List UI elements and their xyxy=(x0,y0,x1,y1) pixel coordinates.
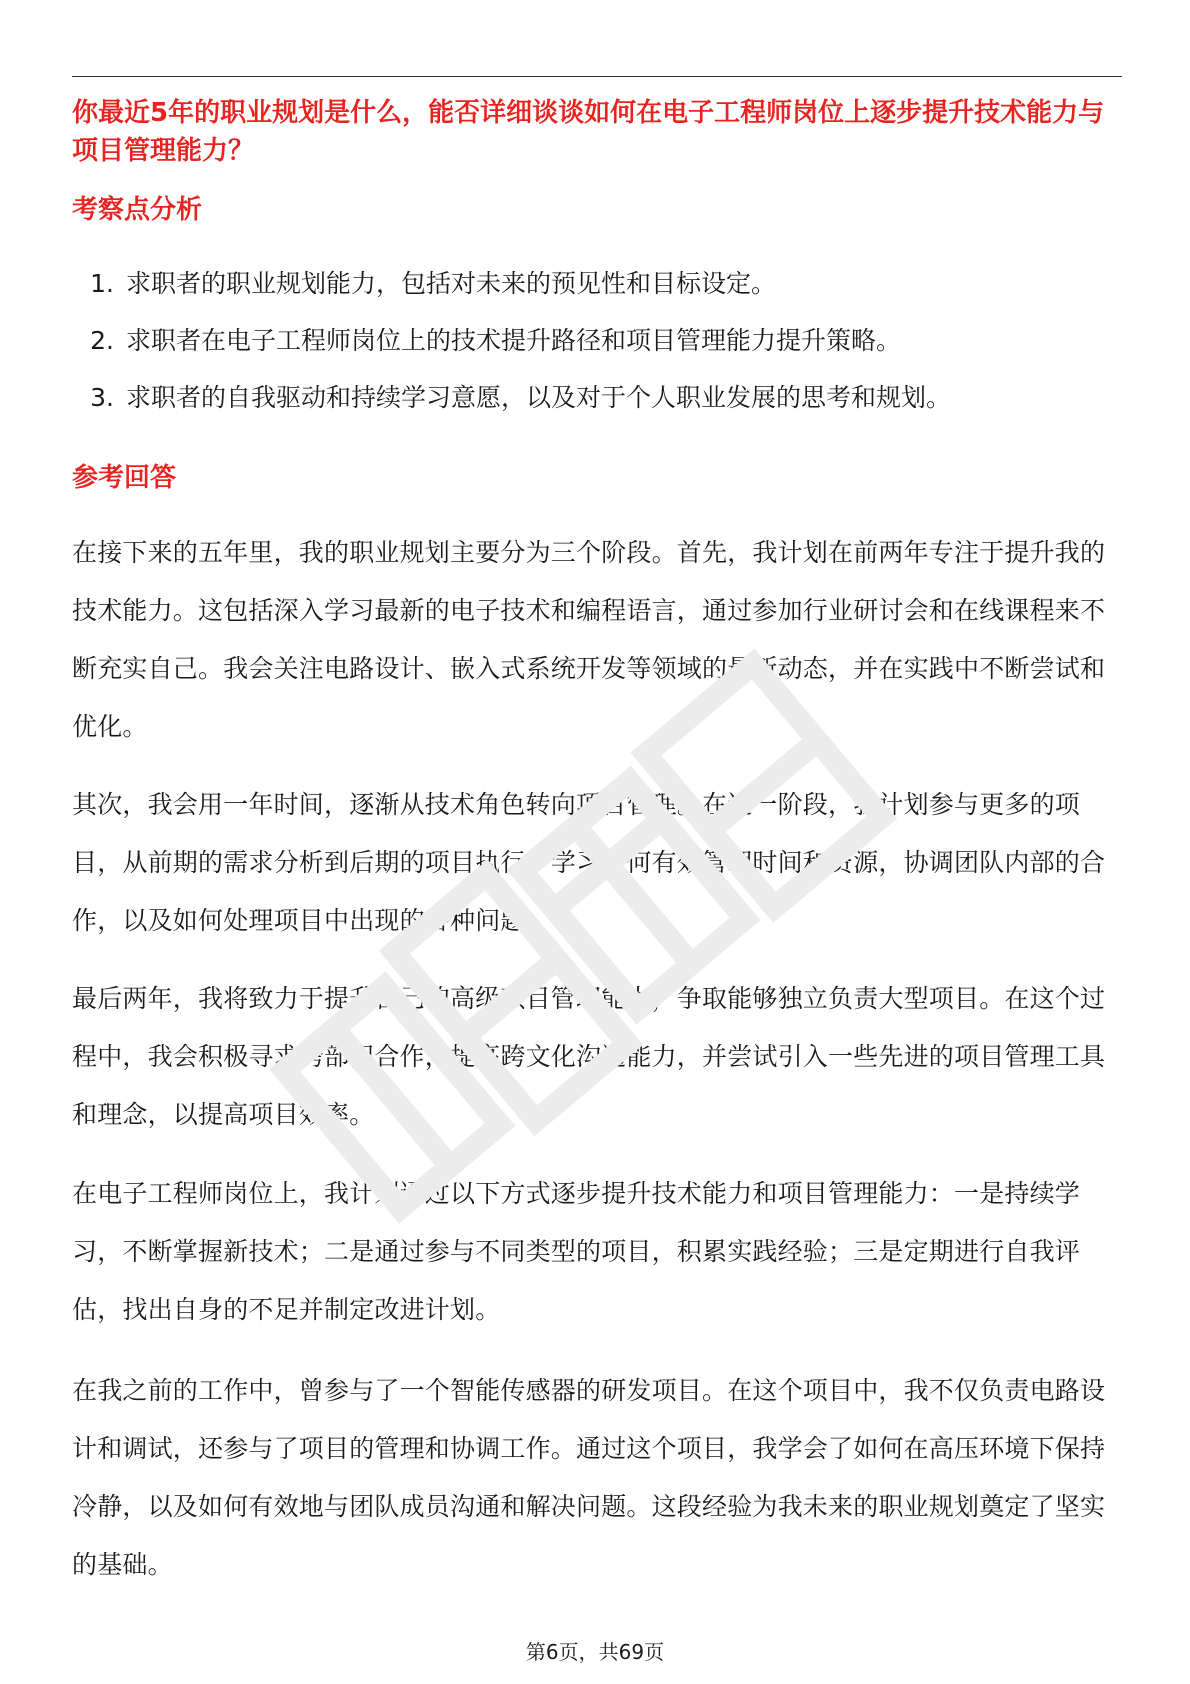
point-number: 3. xyxy=(90,383,114,412)
answer-paragraph: 在电子工程师岗位上，我计划通过以下方式逐步提升技术能力和项目管理能力：一是持续学习，不断掌握新技术；二是通过参与不同类型的项目，积累实践经验；三是定期进行自我评估，找出自身的不足并制定改进计划。 xyxy=(72,1179,1081,1324)
question-title: 你最近5年的职业规划是什么，能否详细谈谈如何在电子工程师岗位上逐步提升技术能力与项目管理能力？ xyxy=(72,98,1105,166)
analysis-point xyxy=(72,323,1122,380)
analysis-points-list xyxy=(72,266,1122,437)
answer-paragraph: 在接下来的五年里，我的职业规划主要分为三个阶段。首先，我计划在前两年专注于提升我的技术能力。这包括深入学习最新的电子技术和编程语言，通过参加行业研讨会和在线课程来不断充实自己。我会关注电路设计、嵌入式系统开发等领域的最新动态，并在实践中不断尝试和优化。 xyxy=(72,538,1106,741)
point-number: 2. xyxy=(90,326,114,355)
point-text: 求职者的自我驱动和持续学习意愿，以及对于个人职业发展的思考和规划。 xyxy=(126,383,952,412)
analysis-point xyxy=(72,266,1122,323)
answer-paragraph: 其次，我会用一年时间，逐渐从技术角色转向项目管理。在这一阶段，我计划参与更多的项目，从前期的需求分析到后期的项目执行，学习如何有效管理时间和资源，协调团队内部的合作，以及如何处理项目中出现的各种问题。 xyxy=(72,790,1106,935)
analysis-point xyxy=(72,380,1122,437)
page-footer: 第6页，共69页 xyxy=(525,1640,665,1664)
point-text: 求职者的职业规划能力，包括对未来的预见性和目标设定。 xyxy=(126,269,777,298)
answer-paragraph: 最后两年，我将致力于提升自己的高级项目管理能力，争取能够独立负责大型项目。在这个过程中，我会积极寻求跨部门合作，提高跨文化沟通能力，并尝试引入一些先进的项目管理工具和理念，以提高项目效率。 xyxy=(72,984,1106,1129)
answer-paragraph: 在我之前的工作中，曾参与了一个智能传感器的研发项目。在这个项目中，我不仅负责电路设计和调试，还参与了项目的管理和协调工作。通过这个项目，我学会了如何在高压环境下保持冷静，以及如何有效地与团队成员沟通和解决问题。这段经验为我未来的职业规划奠定了坚实的基础。 xyxy=(72,1376,1106,1579)
point-number: 1. xyxy=(90,269,114,298)
top-divider xyxy=(72,76,1122,77)
analysis-heading: 考察点分析 xyxy=(72,195,203,225)
answer-heading: 参考回答 xyxy=(72,463,177,493)
point-text: 求职者在电子工程师岗位上的技术提升路径和项目管理能力提升策略。 xyxy=(126,326,902,355)
